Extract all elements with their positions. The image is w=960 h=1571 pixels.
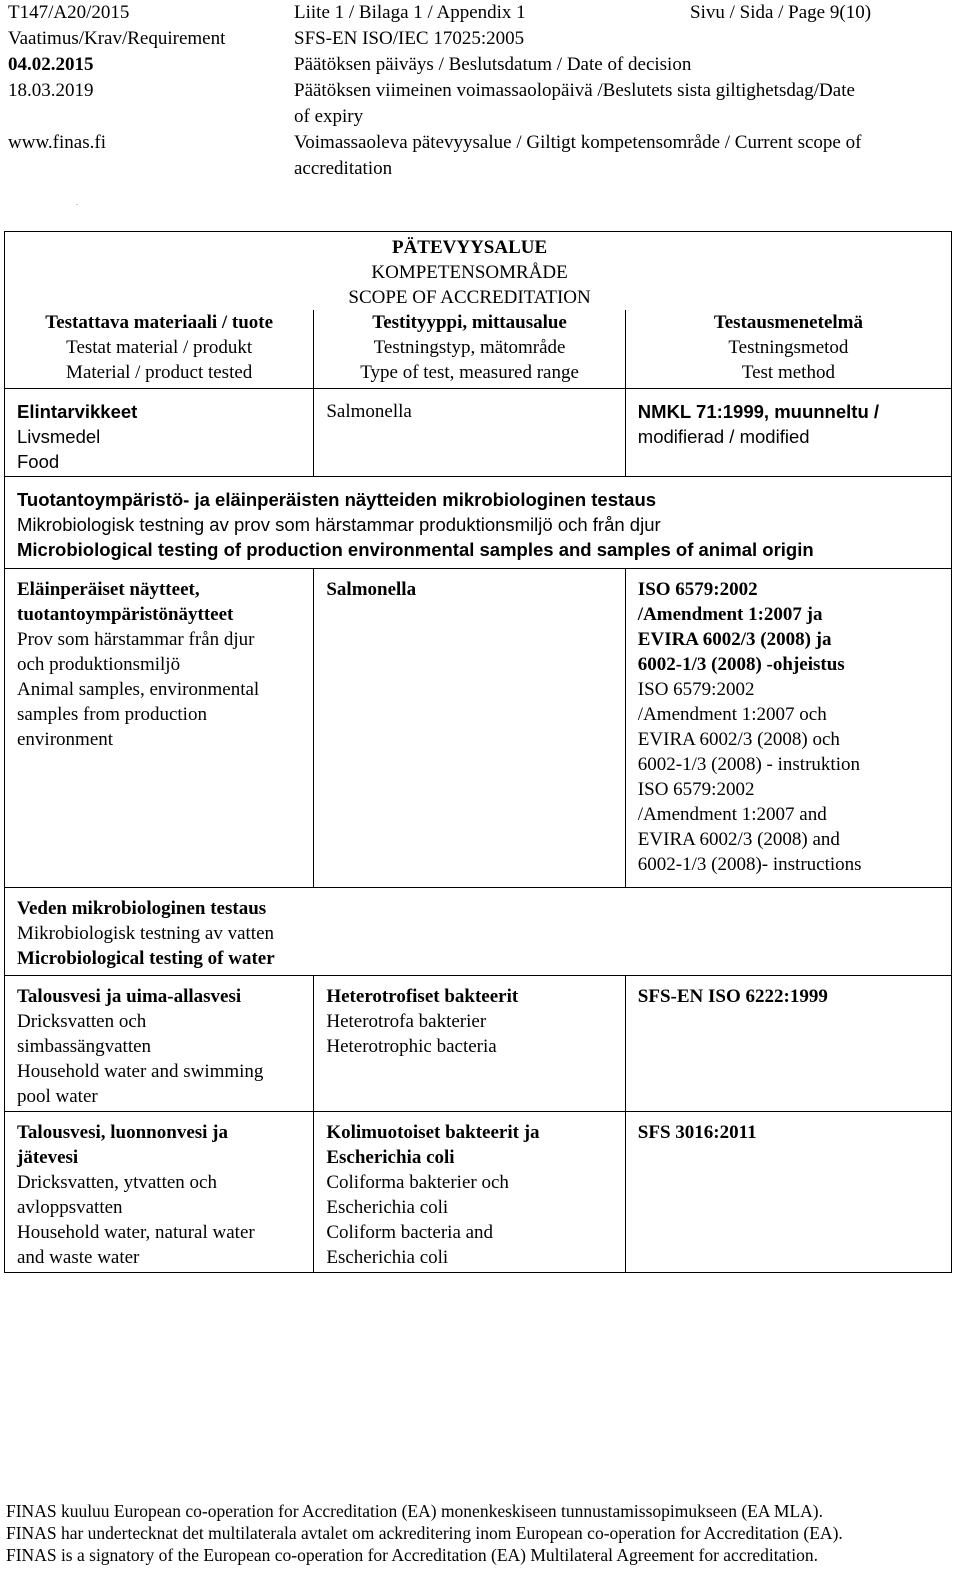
column-header-method-en: Test method — [741, 362, 835, 383]
footer-line-sv: FINAS har undertecknat det multilaterala avtalet om ackreditering inom European co-operation for Accreditation (EA). — [6, 1523, 843, 1543]
material-fi-cont: tuotantoympäristönäytteet — [17, 604, 234, 625]
section-water-cell — [5, 888, 314, 976]
material-en-cont: and waste water — [17, 1247, 140, 1268]
method-line: EVIRA 6002/3 (2008) och — [637, 729, 840, 750]
material-en-cont: samples from production — [17, 704, 207, 725]
scope-title-sv: KOMPETENSOMRÅDE — [371, 262, 568, 283]
method-line: 6002-1/3 (2008) -ohjeistus — [637, 654, 845, 675]
footer-line-fi: FINAS kuuluu European co-operation for Accreditation (EA) monenkeskiseen tunnustamissopimukseen (EA MLA). — [6, 1501, 823, 1521]
test-cell — [314, 1112, 625, 1273]
material-sv-cont: simbassängvatten — [17, 1036, 152, 1057]
column-header-test-fi: Testityyppi, mittausalue — [372, 312, 567, 333]
test-cell — [314, 976, 625, 1112]
page-number-text: Sivu / Sida / Page 9(10) — [690, 2, 872, 23]
test-name-en-cont: Escherichia coli — [326, 1247, 449, 1268]
column-header-method — [625, 310, 951, 389]
table-row-household-water — [5, 976, 952, 1112]
website-link[interactable]: www.finas.fi — [8, 132, 106, 153]
method-line: /Amendment 1:2007 och — [637, 704, 827, 725]
column-header-test-en: Type of test, measured range — [360, 362, 579, 383]
standard-label: SFS-EN ISO/IEC 17025:2005 — [294, 28, 525, 49]
method-line: ISO 6579:2002 — [637, 579, 758, 600]
method-line: 6002-1/3 (2008) - instruktion — [637, 754, 860, 775]
column-header-test-sv: Testningstyp, mätområde — [373, 337, 566, 358]
test-name-sv: Heterotrofa bakterier — [326, 1011, 487, 1032]
section-title-fi: Tuotantoympäristö- ja eläinperäisten näytteiden mikrobiologinen testaus — [17, 489, 657, 510]
material-fi: Elintarvikkeet — [17, 401, 138, 422]
test-name-sv-cont: Escherichia coli — [326, 1197, 449, 1218]
method-line: ISO 6579:2002 — [637, 779, 755, 800]
test-cell — [314, 569, 625, 888]
method-line: 6002-1/3 (2008)- instructions — [637, 854, 862, 875]
page-number — [690, 0, 871, 26]
column-header-method-fi: Testausmenetelmä — [713, 312, 863, 333]
header-middle — [294, 0, 861, 182]
material-fi: Talousvesi, luonnonvesi ja — [17, 1122, 229, 1143]
section-title-sv: Mikrobiologisk testning av prov som härstammar produktionsmiljö och från djur — [17, 514, 661, 535]
test-name-en: Heterotrophic bacteria — [326, 1036, 497, 1057]
expiry-label-cont: of expiry — [294, 106, 364, 127]
material-en-cont: pool water — [17, 1086, 98, 1107]
material-sv: Dricksvatten, ytvatten och — [17, 1172, 217, 1193]
section-title-en: Microbiological testing of production environmental samples and samples of animal origin — [17, 539, 814, 560]
method-cell — [625, 569, 951, 888]
column-header-row — [5, 310, 952, 389]
test-name: Salmonella — [326, 401, 412, 422]
method-line: /Amendment 1:2007 and — [637, 804, 827, 825]
requirement-label: Vaatimus/Krav/Requirement — [8, 28, 226, 49]
material-en-cont: environment — [17, 729, 114, 750]
material-cell — [5, 976, 314, 1112]
method-line: NMKL 71:1999, muunneltu / — [637, 401, 880, 422]
material-sv: Dricksvatten och — [17, 1011, 147, 1032]
column-header-material-sv: Testat material / produkt — [66, 337, 253, 358]
column-header-material-en: Material / product tested — [66, 362, 253, 383]
test-name-fi: Kolimuotoiset bakteerit ja — [326, 1122, 540, 1143]
test-name-fi-cont: Escherichia coli — [326, 1147, 455, 1168]
section-title-en: Microbiological testing of water — [17, 948, 275, 969]
column-header-material — [5, 310, 314, 389]
table-row-natural-water — [5, 1112, 952, 1273]
method-line: ISO 6579:2002 — [637, 679, 755, 700]
test-name: Salmonella — [326, 579, 417, 600]
appendix-title: Liite 1 / Bilaga 1 / Appendix 1 — [294, 2, 526, 23]
column-header-material-fi: Testattava materiaali / tuote — [45, 312, 274, 333]
section-title-fi: Veden mikrobiologinen testaus — [17, 898, 267, 919]
material-en: Household water and swimming — [17, 1061, 264, 1082]
section-title-sv: Mikrobiologisk testning av vatten — [17, 923, 275, 944]
method-line: EVIRA 6002/3 (2008) ja — [637, 629, 832, 650]
table-row-food — [5, 389, 952, 477]
material-sv-cont: avloppsvatten — [17, 1197, 123, 1218]
material-en: Household water, natural water — [17, 1222, 255, 1243]
scope-title — [314, 232, 625, 311]
material-cell — [5, 569, 314, 888]
material-fi: Talousvesi ja uima-allasvesi — [17, 986, 242, 1007]
decision-date: 04.02.2015 — [8, 54, 94, 75]
material-sv: Prov som härstammar från djur — [17, 629, 255, 650]
method-line: /Amendment 1:2007 ja — [637, 604, 823, 625]
test-cell — [314, 389, 625, 477]
column-header-method-sv: Testningsmetod — [728, 337, 849, 358]
decision-date-label: Päätöksen päiväys / Beslutsdatum / Date of decision — [294, 54, 692, 75]
table-row-animal — [5, 569, 952, 888]
stray-mark: . — [76, 198, 78, 207]
test-name-en: Coliform bacteria and — [326, 1222, 494, 1243]
spacer — [8, 104, 225, 130]
test-name-fi: Heterotrofiset bakteerit — [326, 986, 519, 1007]
test-name-sv: Coliforma bakterier och — [326, 1172, 509, 1193]
column-header-test — [314, 310, 625, 389]
footer-line-en: FINAS is a signatory of the European co-operation for Accreditation (EA) Multilateral Agreement for accreditation. — [6, 1545, 819, 1565]
section-header-water — [5, 888, 952, 976]
material-cell — [5, 1112, 314, 1273]
header-left — [8, 0, 225, 156]
section-environment-cell — [5, 477, 952, 569]
footer — [6, 1500, 843, 1566]
scope-label: Voimassaoleva pätevyysalue / Giltigt kompetensområde / Current scope of — [294, 132, 862, 153]
scope-title-fi: PÄTEVYYSALUE — [391, 237, 548, 258]
method-line: EVIRA 6002/3 (2008) and — [637, 829, 840, 850]
scope-title-row — [5, 232, 952, 311]
expiry-label: Päätöksen viimeinen voimassaolopäivä /Beslutets sista giltighetsdag/Date — [294, 80, 855, 101]
method-cell — [625, 1112, 951, 1273]
method-cell — [625, 976, 951, 1112]
method-line: modifierad / modified — [637, 426, 810, 447]
material-fi: Eläinperäiset näytteet, — [17, 579, 200, 600]
material-sv-cont: och produktionsmiljö — [17, 654, 181, 675]
expiry-date: 18.03.2019 — [8, 80, 94, 101]
material-en: Animal samples, environmental — [17, 679, 260, 700]
material-cell — [5, 389, 314, 477]
scope-table — [4, 231, 952, 1273]
method-line: SFS 3016:2011 — [637, 1122, 757, 1143]
document-code: T147/A20/2015 — [8, 2, 130, 23]
material-en: Food — [17, 451, 60, 472]
scope-label-cont: accreditation — [294, 158, 393, 179]
section-header-environment — [5, 477, 952, 569]
method-line: SFS-EN ISO 6222:1999 — [637, 986, 828, 1007]
scope-title-en: SCOPE OF ACCREDITATION — [348, 287, 591, 308]
material-fi-cont: jätevesi — [17, 1147, 79, 1168]
method-cell — [625, 389, 951, 477]
material-sv: Livsmedel — [17, 426, 101, 447]
